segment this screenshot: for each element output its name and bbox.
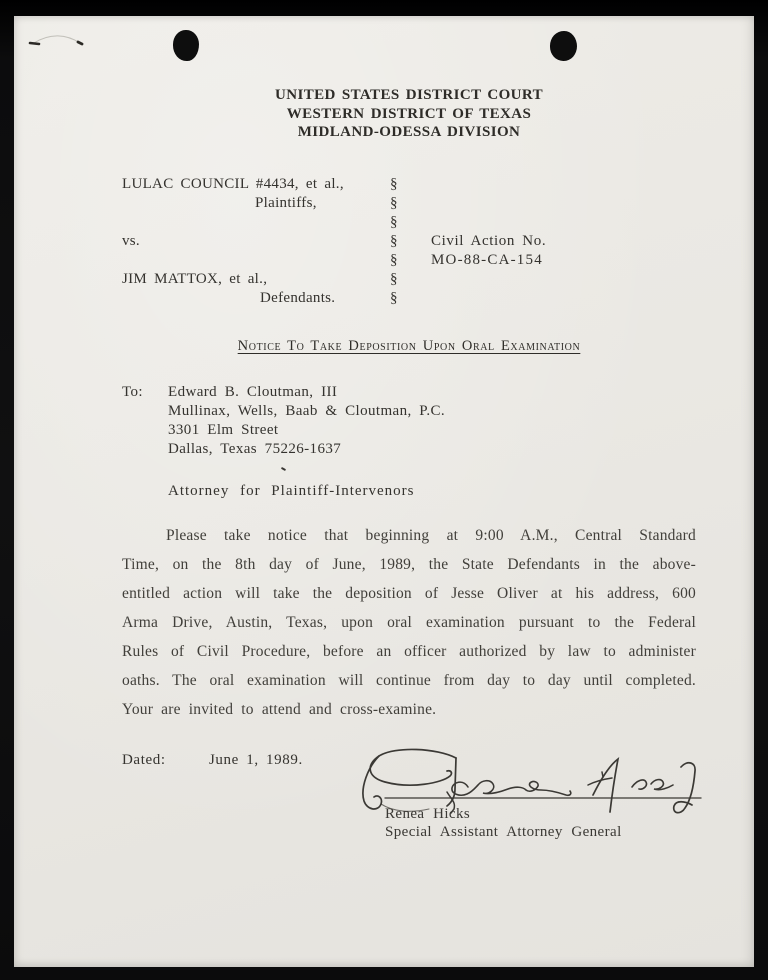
- corner-smudge: [20, 24, 130, 56]
- caption-row: [122, 289, 696, 308]
- stray-ink-mark: [281, 467, 286, 471]
- body-line: Please take notice that beginning at 9:00 A.M., Central Standard: [166, 527, 696, 544]
- recipient-block: [122, 383, 696, 459]
- signer-title: Special Assistant Attorney General: [385, 823, 622, 840]
- notice-body: [122, 521, 696, 724]
- caption-row: [122, 270, 696, 289]
- section-symbol: §: [390, 233, 398, 249]
- defendant-name: JIM MATTOX, et al.,: [122, 271, 268, 287]
- recipient-address: [168, 383, 445, 459]
- recipient-name: Edward B. Cloutman, III: [168, 384, 338, 400]
- defendant-role: Defendants.: [260, 290, 336, 306]
- body-line: entitled action will take the deposition of Jesse Oliver at his address, 600: [122, 585, 696, 602]
- hole-punch-left-icon: [173, 30, 199, 61]
- recipient-firm: Mullinax, Wells, Baab & Cloutman, P.C.: [168, 403, 446, 419]
- recipient-street: 3301 Elm Street: [168, 422, 279, 438]
- document-title: Notice To Take Deposition Upon Oral Examination: [237, 338, 581, 354]
- section-symbol: §: [390, 195, 398, 211]
- signer-name: Renea Hicks: [385, 806, 471, 822]
- court-name: UNITED STATES DISTRICT COURT: [275, 87, 543, 103]
- signer-block: [385, 806, 622, 841]
- recipient-role: Attorney for Plaintiff-Intervenors: [168, 483, 415, 499]
- caption-row: [122, 194, 696, 213]
- body-line: oaths. The oral examination will continue from day to day until completed.: [122, 672, 696, 689]
- caption-row: [122, 251, 696, 270]
- dated-label: Dated:: [122, 752, 166, 768]
- body-line: Rules of Civil Procedure, before an officer authorized by law to administer: [122, 643, 696, 660]
- section-symbol: §: [390, 176, 398, 192]
- body-line: Arma Drive, Austin, Texas, upon oral examination pursuant to the Federal: [122, 614, 696, 631]
- dated-row: [122, 752, 303, 769]
- case-label: Civil Action No.: [431, 233, 547, 249]
- court-district: WESTERN DISTRICT OF TEXAS: [286, 105, 532, 122]
- hole-punch-right-icon: [550, 31, 577, 61]
- recipient-city: Dallas, Texas 75226-1637: [168, 441, 342, 457]
- section-symbol: §: [390, 290, 398, 306]
- dated-value: June 1, 1989.: [209, 752, 303, 768]
- section-symbol: §: [390, 214, 398, 230]
- body-line: Time, on the 8th day of June, 1989, the State Defendants in the above-: [122, 556, 696, 573]
- caption-row: [122, 175, 696, 194]
- caption-row: [122, 232, 696, 251]
- body-line: Your are invited to attend and cross-examine.: [122, 701, 437, 718]
- case-caption: [122, 175, 696, 308]
- caption-row: [122, 213, 696, 232]
- section-symbol: §: [390, 252, 398, 268]
- section-symbol: §: [390, 271, 398, 287]
- plaintiff-role: Plaintiffs,: [255, 195, 317, 211]
- plaintiff-name: LULAC COUNCIL #4434, et al.,: [122, 176, 344, 192]
- versus-label: vs.: [122, 233, 140, 249]
- document-page: [14, 16, 754, 967]
- to-label: To:: [122, 384, 143, 400]
- court-header: [122, 86, 696, 142]
- court-division: MIDLAND-ODESSA DIVISION: [297, 124, 521, 140]
- case-number: MO-88-CA-154: [431, 252, 543, 268]
